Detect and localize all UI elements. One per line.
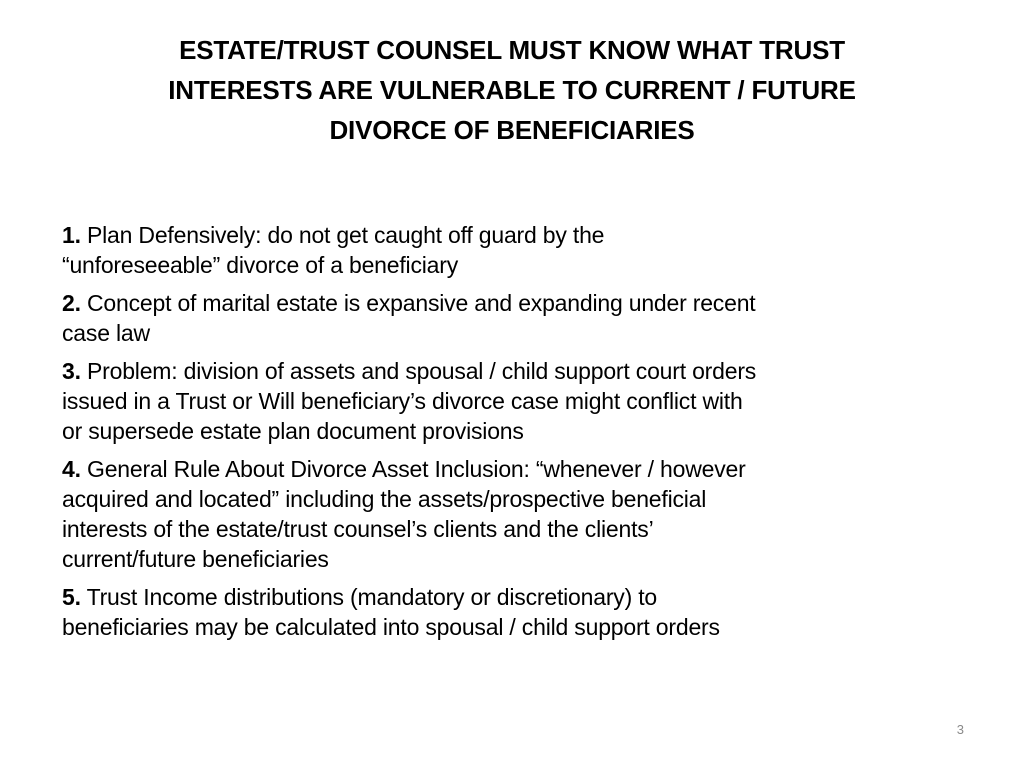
item-number: 1. (62, 222, 81, 248)
list-item-line: case law (62, 320, 150, 346)
list-item-line: interests of the estate/trust counsel’s clients and the clients’ (62, 516, 654, 542)
item-number: 4. (62, 456, 81, 482)
item-number: 5. (62, 584, 81, 610)
list-item-3 (62, 356, 962, 446)
list-item-2 (62, 288, 962, 348)
list-item-line: “unforeseeable” divorce of a beneficiary (62, 252, 459, 278)
list-item-line: beneficiaries may be calculated into spousal / child support orders (62, 614, 720, 640)
list-item-line: current/future beneficiaries (62, 546, 329, 572)
item-number: 3. (62, 358, 81, 384)
item-text: Trust Income distributions (mandatory or discretionary) to (86, 584, 658, 610)
list-item-5 (62, 582, 962, 642)
list-item-line: or supersede estate plan document provisions (62, 418, 524, 444)
page-number: 3 (956, 722, 964, 737)
numbered-list (62, 220, 962, 650)
item-text: Problem: division of assets and spousal / child support court orders (87, 358, 757, 384)
item-text: Plan Defensively: do not get caught off guard by the (87, 222, 605, 248)
list-item-line (62, 454, 962, 484)
item-text: Concept of marital estate is expansive and expanding under recent (87, 290, 756, 316)
list-item-line (62, 288, 962, 318)
list-item-line: issued in a Trust or Will beneficiary’s divorce case might conflict with (62, 388, 743, 414)
item-number: 2. (62, 290, 81, 316)
title-line: DIVORCE OF BENEFICIARIES (329, 115, 695, 145)
list-item-line (62, 356, 962, 386)
title-line: ESTATE/TRUST COUNSEL MUST KNOW WHAT TRUST (179, 35, 845, 65)
list-item-4 (62, 454, 962, 574)
item-text: General Rule About Divorce Asset Inclusion: “whenever / however (87, 456, 746, 482)
title-line: INTERESTS ARE VULNERABLE TO CURRENT / FUTURE (168, 75, 856, 105)
list-item-1 (62, 220, 962, 280)
list-item-line (62, 582, 962, 612)
list-item-line: acquired and located” including the assets/prospective beneficial (62, 486, 707, 512)
slide-title (96, 30, 928, 150)
list-item-line (62, 220, 962, 250)
